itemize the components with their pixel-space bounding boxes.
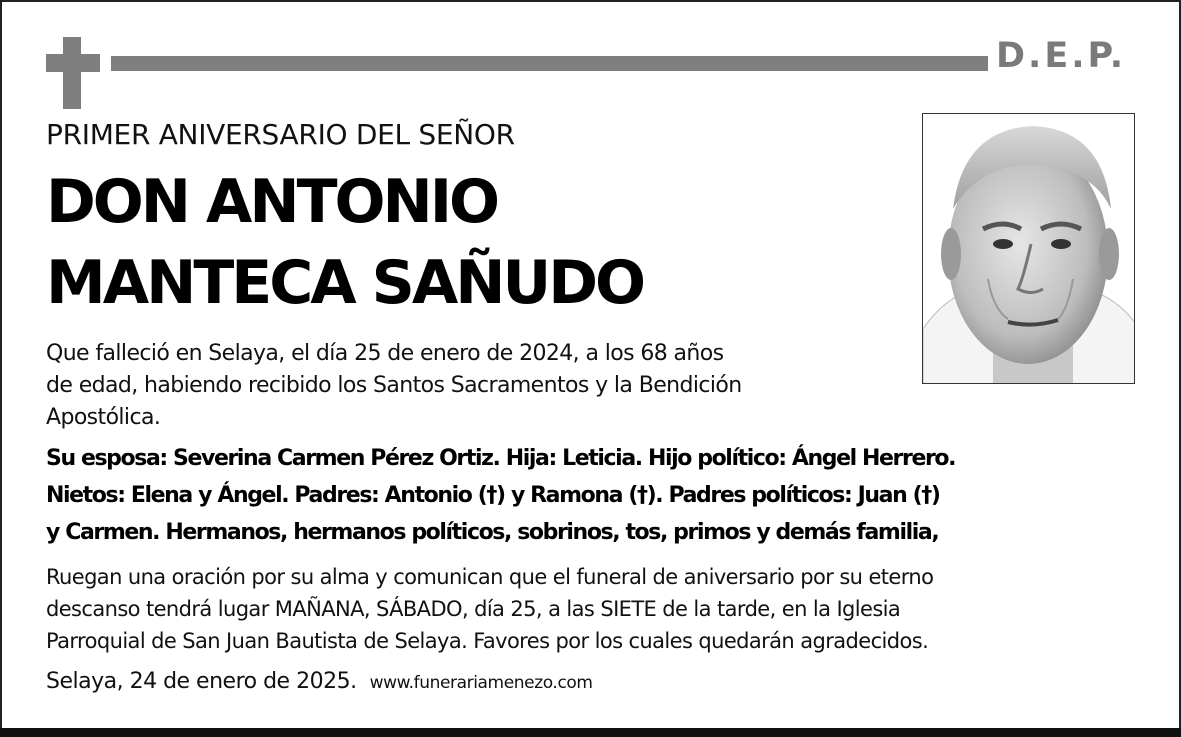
- family-line-1: Su esposa: Severina Carmen Pérez Ortiz. Hija: Leticia. Hijo político: Ángel Herrero.: [46, 446, 956, 471]
- dep-label: D.E.P.: [996, 36, 1127, 76]
- cross-icon: [46, 37, 100, 109]
- deceased-name-line-2: MANTECA SAÑUDO: [46, 248, 644, 318]
- death-line-1: Que falleció en Selaya, el día 25 de enero de 2024, a los 68 años: [46, 341, 724, 366]
- funeral-line-2: descanso tendrá lugar MAÑANA, SÁBADO, día 25, a las SIETE de la tarde, en la Iglesia: [46, 597, 901, 621]
- death-paragraph: [46, 338, 906, 434]
- notice-footer: [46, 669, 593, 703]
- family-line-2: Nietos: Elena y Ángel. Padres: Antonio (†) y Ramona (†). Padres políticos: Juan (†): [46, 483, 940, 508]
- portrait-photo: [922, 113, 1135, 384]
- portrait-illustration: [923, 114, 1135, 384]
- funeral-paragraph: [46, 561, 1156, 657]
- bottom-border: [0, 728, 1181, 737]
- website-link[interactable]: www.funerariamenezo.com: [369, 673, 593, 693]
- family-line-3: y Carmen. Hermanos, hermanos políticos, sobrinos, tos, primos y demás familia,: [46, 520, 939, 545]
- notice-subtitle: PRIMER ANIVERSARIO DEL SEÑOR: [46, 118, 515, 151]
- family-paragraph: [46, 440, 1156, 551]
- death-line-3: Apostólica.: [46, 405, 161, 430]
- death-line-2: de edad, habiendo recibido los Santos Sacramentos y la Bendición: [46, 373, 742, 398]
- place-date: Selaya, 24 de enero de 2025.: [46, 669, 357, 694]
- header-rule: [111, 56, 988, 71]
- deceased-name-line-1: DON ANTONIO: [46, 167, 498, 237]
- funeral-line-1: Ruegan una oración por su alma y comunican que el funeral de aniversario por su eterno: [46, 565, 934, 589]
- funeral-line-3: Parroquial de San Juan Bautista de Selaya. Favores por los cuales quedarán agradecidos.: [46, 629, 929, 653]
